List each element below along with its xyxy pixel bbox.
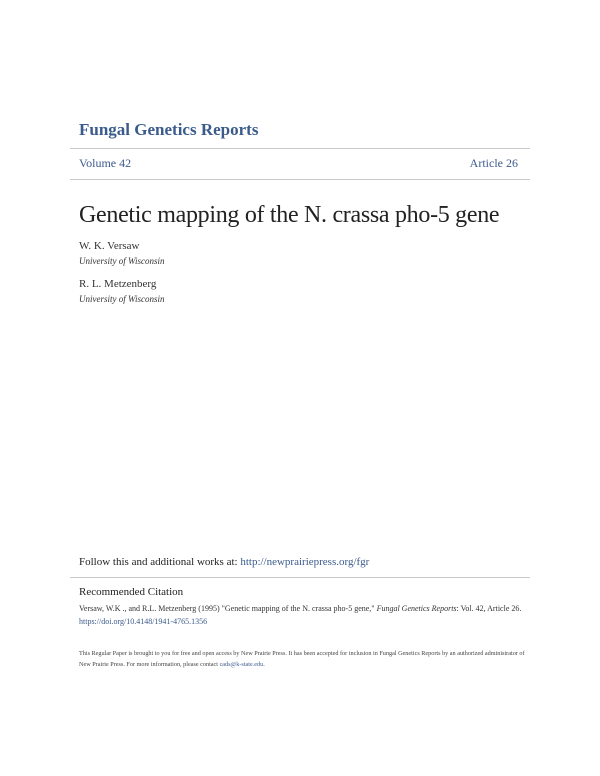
author-name[interactable]: W. K. Versaw [79,240,140,252]
citation-journal: Fungal Genetics Reports [376,604,457,613]
collection-link[interactable]: http://newprairiepress.org/fgr [240,556,370,568]
access-notice-end: . [263,661,265,668]
article-link[interactable]: Article 26 [469,156,518,170]
issue-divider [70,179,530,180]
citation-volume: : Vol. 42, Article 26. [456,604,522,613]
citation-divider [70,577,530,578]
author-affiliation: University of Wisconsin [79,256,165,266]
contact-email-link[interactable]: cads@k-state.edu [219,661,264,668]
citation-text: Versaw, W.K ., and R.L. Metzenberg (1995) "Genetic mapping of the N. crassa pho-5 gene," [79,604,377,613]
doi-link[interactable]: https://doi.org/10.4148/1941-4765.1356 [79,617,208,626]
recommended-citation [79,602,529,628]
volume-link[interactable]: Volume 42 [79,156,132,170]
journal-name[interactable]: Fungal Genetics Reports [79,120,259,139]
author-name[interactable]: R. L. Metzenberg [79,278,157,290]
follow-line [79,556,369,568]
paper-title: Genetic mapping of the N. crassa pho-5 gene [79,202,500,228]
recommended-citation-heading: Recommended Citation [79,586,184,598]
follow-text: Follow this and additional works at: [79,556,241,568]
author-affiliation: University of Wisconsin [79,294,165,304]
access-notice [79,648,529,670]
access-notice-text: This Regular Paper is brought to you for free and open access by New Prairie Press. It has been accepted for inclusion in Fungal Genetics Reports by an authorized administrator of New Prairie Press. For more information, please contact [79,650,525,668]
top-divider [70,148,530,149]
